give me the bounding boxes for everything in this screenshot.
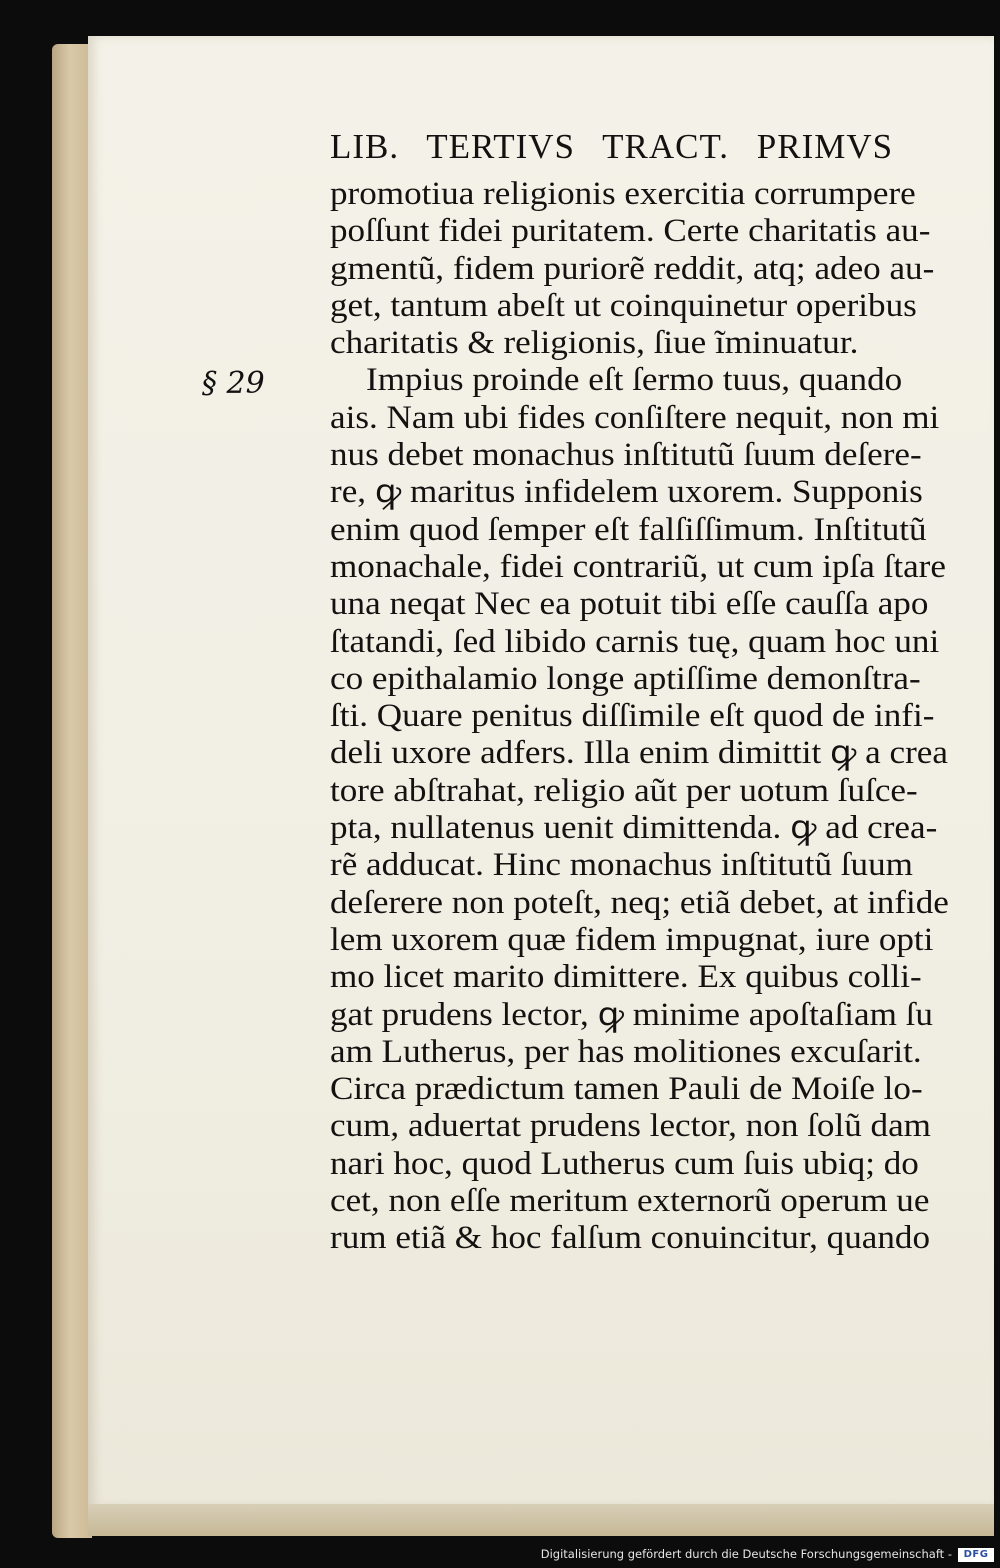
text-line: deſerere non poteſt, neq; etiã debet, at infide xyxy=(330,884,949,921)
text-line: am Lutherus, per has molitiones excuſarit. xyxy=(330,1033,922,1070)
text-line: nari hoc, quod Lutherus cum ſuis ubiq; do xyxy=(330,1145,919,1182)
footer-strip xyxy=(0,1538,1000,1568)
text-line: tore abſtrahat, religio aũt per uotum ſuſce- xyxy=(330,772,918,809)
text-line: deli uxore adfers. Illa enim dimittit ꝙ a crea xyxy=(330,735,948,772)
text-line: charitatis & religionis, ſiue ĩminuatur. xyxy=(330,325,859,362)
book-fore-edge xyxy=(52,44,92,1538)
text-line: cum, aduertat prudens lector, non ſolũ dam xyxy=(330,1108,931,1145)
text-line: re, ꝙ maritus infidelem uxorem. Supponis xyxy=(330,474,923,511)
body-text xyxy=(330,176,950,1258)
running-head: LIB. TERTIVS TRACT. PRIMVS xyxy=(330,127,894,166)
text-line: ais. Nam ubi fides conſiſtere nequit, non mi xyxy=(330,399,940,436)
text-line: lem uxorem quæ fidem impugnat, iure opti xyxy=(330,921,934,958)
text-line: rum etiã & hoc falſum conuincitur, quando xyxy=(330,1220,931,1257)
text-line: gmentũ, fidem puriorẽ reddit, atq; adeo au- xyxy=(330,250,935,287)
text-line: mo licet marito dimittere. Ex quibus colli- xyxy=(330,959,922,996)
text-block xyxy=(330,118,950,1258)
footer-credit: Digitalisierung gefördert durch die Deutsche Forschungsgemeinschaft - xyxy=(540,1547,952,1561)
text-line: ſti. Quare penitus diſſimile eſt quod de infi- xyxy=(330,698,935,735)
text-line: poſſunt fidei puritatem. Certe charitatis au- xyxy=(330,213,931,250)
text-line: promotiua religionis exercitia corrumpere xyxy=(330,176,916,212)
text-line: gat prudens lector, ꝙ minime apoſtaſiam ſu xyxy=(330,996,933,1033)
text-line: co epithalamio longe aptiſſime demonſtra- xyxy=(330,660,921,697)
text-line: nus debet monachus inſtitutũ ſuum deſere- xyxy=(330,437,922,474)
text-line: get, tantum abeſt ut coinquinetur operibus xyxy=(330,287,917,324)
text-line: una neqat Nec ea potuit tibi eſſe cauſſa apo xyxy=(330,586,929,623)
dfg-logo: DFG xyxy=(958,1548,994,1562)
text-line: cet, non eſſe meritum externorũ operum ue xyxy=(330,1183,930,1220)
text-line: ſtatandi, ſed libido carnis tuę, quam hoc uni xyxy=(330,623,940,660)
text-line: pta, nullatenus uenit dimittenda. ꝙ ad crea- xyxy=(330,810,938,847)
book-bottom-edge xyxy=(88,1504,994,1536)
text-line: rẽ adducat. Hinc monachus inſtitutũ ſuum xyxy=(330,847,913,884)
text-line: Impius proinde eſt ſermo tuus, quando xyxy=(366,362,903,399)
text-line: monachale, fidei contrariũ, ut cum ipſa ſtare xyxy=(330,548,946,585)
marginal-note: § 29 xyxy=(202,366,265,401)
text-line: Circa prædictum tamen Pauli de Moiſe lo- xyxy=(330,1071,923,1108)
text-line: enim quod ſemper eſt falſiſſimum. Inſtitutũ xyxy=(330,511,927,548)
